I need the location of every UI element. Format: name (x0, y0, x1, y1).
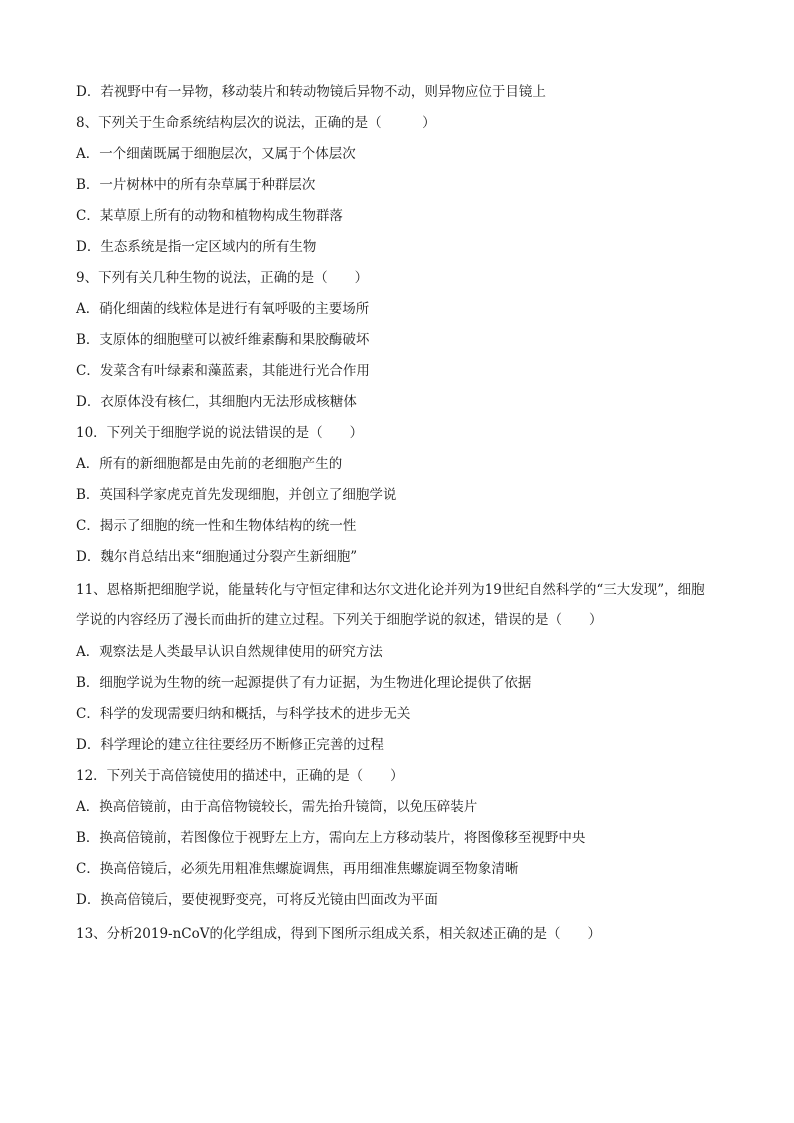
option-10d: D．魏尔肖总结出来“细胞通过分裂产生新细胞” (76, 549, 358, 565)
option-12d: D．换高倍镜后，要使视野变亮，可将反光镜由凹面改为平面 (76, 892, 438, 908)
option-8c: C．某草原上所有的动物和植物构成生物群落 (76, 208, 343, 224)
option-10a: A．所有的新细胞都是由先前的老细胞产生的 (76, 456, 343, 472)
option-11a: A．观察法是人类最早认识自然规律使用的研究方法 (76, 644, 383, 660)
question-13: 13、分析2019-nCoV的化学组成，得到下图所示组成关系，相关叙述正确的是（ ） (76, 926, 601, 942)
option-10c: C．揭示了细胞的统一性和生物体结构的统一性 (76, 518, 357, 534)
question-10: 10．下列关于细胞学说的说法错误的是（ ） (76, 425, 364, 441)
option-9b: B．支原体的细胞壁可以被纤维素酶和果胶酶破坏 (76, 332, 370, 348)
question-11-line1: 11、恩格斯把细胞学说，能量转化与守恒定律和达尔文进化论并列为19世纪自然科学的“三大发现”，细胞 (76, 582, 705, 598)
option-11c: C．科学的发现需要归纳和概括，与科学技术的进步无关 (76, 706, 411, 722)
option-12b: B．换高倍镜前，若图像位于视野左上方，需向左上方移动装片，将图像移至视野中央 (76, 830, 586, 846)
option-9d: D．衣原体没有核仁，其细胞内无法形成核糖体 (76, 394, 357, 410)
option-10b: B．英国科学家虎克首先发现细胞，并创立了细胞学说 (76, 487, 397, 503)
question-8: 8、下列关于生命系统结构层次的说法，正确的是（ ） (76, 115, 436, 131)
option-7d: D．若视野中有一异物，移动装片和转动物镜后异物不动，则异物应位于目镜上 (76, 84, 546, 100)
question-11-line2: 学说的内容经历了漫长而曲折的建立过程。下列关于细胞学说的叙述，错误的是（ ） (76, 612, 603, 628)
option-12c: C．换高倍镜后，必须先用粗准焦螺旋调焦，再用细准焦螺旋调至物象清晰 (76, 861, 519, 877)
question-9: 9、下列有关几种生物的说法，正确的是（ ） (76, 270, 369, 286)
option-8b: B．一片树林中的所有杂草属于种群层次 (76, 177, 316, 193)
option-9c: C．发菜含有叶绿素和藻蓝素，其能进行光合作用 (76, 363, 370, 379)
option-11b: B．细胞学说为生物的统一起源提供了有力证据，为生物进化理论提供了依据 (76, 675, 532, 691)
option-8d: D．生态系统是指一定区域内的所有生物 (76, 239, 317, 255)
option-12a: A．换高倍镜前，由于高倍物镜较长，需先抬升镜筒，以免压碎装片 (76, 799, 478, 815)
option-11d: D．科学理论的建立往往要经历不断修正完善的过程 (76, 737, 384, 753)
option-8a: A．一个细菌既属于细胞层次，又属于个体层次 (76, 146, 356, 162)
question-12: 12．下列关于高倍镜使用的描述中，正确的是（ ） (76, 768, 404, 784)
option-9a: A．硝化细菌的线粒体是进行有氧呼吸的主要场所 (76, 301, 370, 317)
